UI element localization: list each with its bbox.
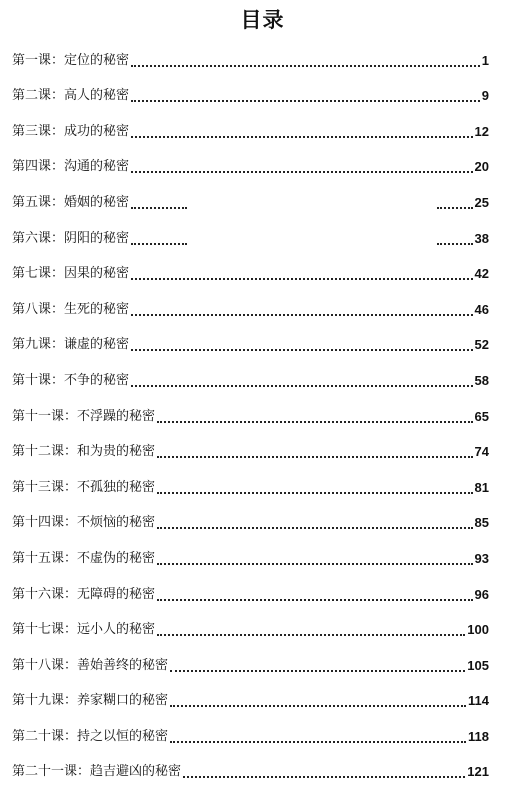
page-number: 12 — [474, 123, 489, 139]
toc-entry[interactable] — [12, 502, 489, 538]
lesson-number: 第十六课： — [12, 586, 78, 602]
lesson-number: 第十四课： — [12, 515, 78, 531]
page-number: 65 — [474, 408, 489, 424]
toc-entry[interactable] — [12, 217, 489, 253]
toc-entry[interactable] — [12, 431, 489, 467]
page-number: 121 — [467, 764, 489, 780]
dot-leader — [157, 509, 473, 537]
lesson-number: 第四课： — [12, 159, 65, 175]
lesson-number: 第六课： — [12, 230, 65, 246]
dot-leader — [157, 474, 473, 502]
toc-entry[interactable] — [12, 395, 489, 431]
lesson-title: 不争的秘密 — [64, 372, 130, 388]
dot-leader — [131, 331, 473, 359]
lesson-number: 第八课： — [12, 301, 65, 317]
dot-leader — [157, 581, 473, 609]
toc-entry[interactable] — [12, 609, 489, 645]
lesson-title: 远小人的秘密 — [77, 622, 156, 638]
toc-entry[interactable] — [12, 715, 489, 751]
dot-leader — [131, 118, 473, 146]
lesson-title: 婚姻的秘密 — [64, 194, 130, 210]
toc-entry[interactable] — [12, 751, 489, 787]
lesson-title: 和为贵的秘密 — [77, 444, 156, 460]
toc-entry[interactable] — [12, 288, 489, 324]
lesson-title: 趋吉避凶的秘密 — [90, 764, 182, 780]
page-number: 42 — [474, 266, 489, 282]
toc-entry[interactable] — [12, 573, 489, 609]
toc-entry[interactable] — [12, 110, 489, 146]
toc-entry[interactable] — [12, 253, 489, 289]
toc-entry[interactable] — [12, 359, 489, 395]
toc-entry[interactable] — [12, 181, 489, 217]
page-title: 目录 — [240, 8, 285, 32]
lesson-number: 第七课： — [12, 266, 65, 282]
lesson-title: 不孤独的秘密 — [77, 479, 156, 495]
lesson-number: 第二十课： — [12, 728, 78, 744]
page-number: 38 — [474, 230, 489, 246]
page-number: 114 — [468, 693, 489, 709]
page-number: 52 — [474, 337, 489, 353]
lesson-title: 生死的秘密 — [64, 301, 130, 317]
toc-entry[interactable] — [12, 324, 489, 360]
dot-leader — [131, 225, 473, 253]
toc-entry[interactable] — [12, 466, 489, 502]
page-number: 96 — [474, 586, 489, 602]
lesson-number: 第十五课： — [12, 550, 78, 566]
dot-leader — [131, 189, 473, 217]
page-number: 81 — [474, 479, 489, 495]
toc-entry[interactable] — [12, 75, 489, 111]
lesson-title: 不烦恼的秘密 — [77, 515, 156, 531]
lesson-title: 因果的秘密 — [64, 266, 130, 282]
page-number: 9 — [481, 88, 489, 104]
lesson-number: 第十七课： — [12, 622, 78, 638]
lesson-number: 第一课： — [12, 52, 65, 68]
lesson-number: 第二十一课： — [12, 764, 91, 780]
page-number: 46 — [474, 301, 489, 317]
lesson-title: 成功的秘密 — [64, 123, 130, 139]
toc-entry[interactable] — [12, 680, 489, 716]
page-number: 105 — [467, 657, 489, 673]
dot-leader — [131, 47, 480, 75]
page-number: 25 — [474, 194, 489, 210]
dot-leader — [170, 687, 466, 715]
lesson-number: 第十一课： — [12, 408, 78, 424]
lesson-title: 谦虚的秘密 — [64, 337, 130, 353]
page-number: 1 — [481, 52, 489, 68]
lesson-number: 第九课： — [12, 337, 65, 353]
lesson-title: 养家糊口的秘密 — [77, 693, 169, 709]
page-number: 20 — [474, 159, 489, 175]
page-number: 74 — [474, 444, 489, 460]
toc-entry[interactable] — [12, 537, 489, 573]
lesson-title: 定位的秘密 — [64, 52, 130, 68]
lesson-title: 持之以恒的秘密 — [77, 728, 169, 744]
toc-entry[interactable] — [12, 146, 489, 182]
dot-leader — [170, 723, 466, 751]
lesson-title: 无障碍的秘密 — [77, 586, 156, 602]
toc-entry[interactable] — [12, 644, 489, 680]
lesson-title: 高人的秘密 — [64, 88, 130, 104]
page-number: 85 — [474, 515, 489, 531]
dot-leader — [157, 403, 473, 431]
dot-leader — [131, 296, 473, 324]
dot-leader — [131, 367, 473, 395]
dot-leader — [183, 758, 465, 786]
dot-leader — [157, 545, 473, 573]
lesson-number: 第十课： — [12, 372, 65, 388]
dot-leader — [157, 438, 473, 466]
lesson-number: 第十八课： — [12, 657, 78, 673]
lesson-number: 第十二课： — [12, 444, 78, 460]
page-number: 118 — [468, 728, 489, 744]
lesson-number: 第十九课： — [12, 693, 78, 709]
lesson-number: 第十三课： — [12, 479, 78, 495]
page-number: 93 — [474, 550, 489, 566]
dot-leader — [170, 652, 465, 680]
lesson-title: 阴阳的秘密 — [64, 230, 130, 246]
lesson-title: 不虚伪的秘密 — [77, 550, 156, 566]
lesson-number: 第三课： — [12, 123, 65, 139]
page-number: 100 — [467, 622, 489, 638]
lesson-title: 善始善终的秘密 — [77, 657, 169, 673]
page-number: 58 — [474, 372, 489, 388]
dot-leader — [131, 260, 473, 288]
lesson-number: 第二课： — [12, 88, 65, 104]
toc-entry[interactable] — [12, 39, 489, 75]
dot-leader — [131, 82, 480, 110]
dot-leader — [131, 153, 473, 181]
lesson-title: 不浮躁的秘密 — [77, 408, 156, 424]
dot-leader — [157, 616, 465, 644]
lesson-title: 沟通的秘密 — [64, 159, 130, 175]
lesson-number: 第五课： — [12, 194, 65, 210]
table-of-contents — [12, 39, 489, 786]
